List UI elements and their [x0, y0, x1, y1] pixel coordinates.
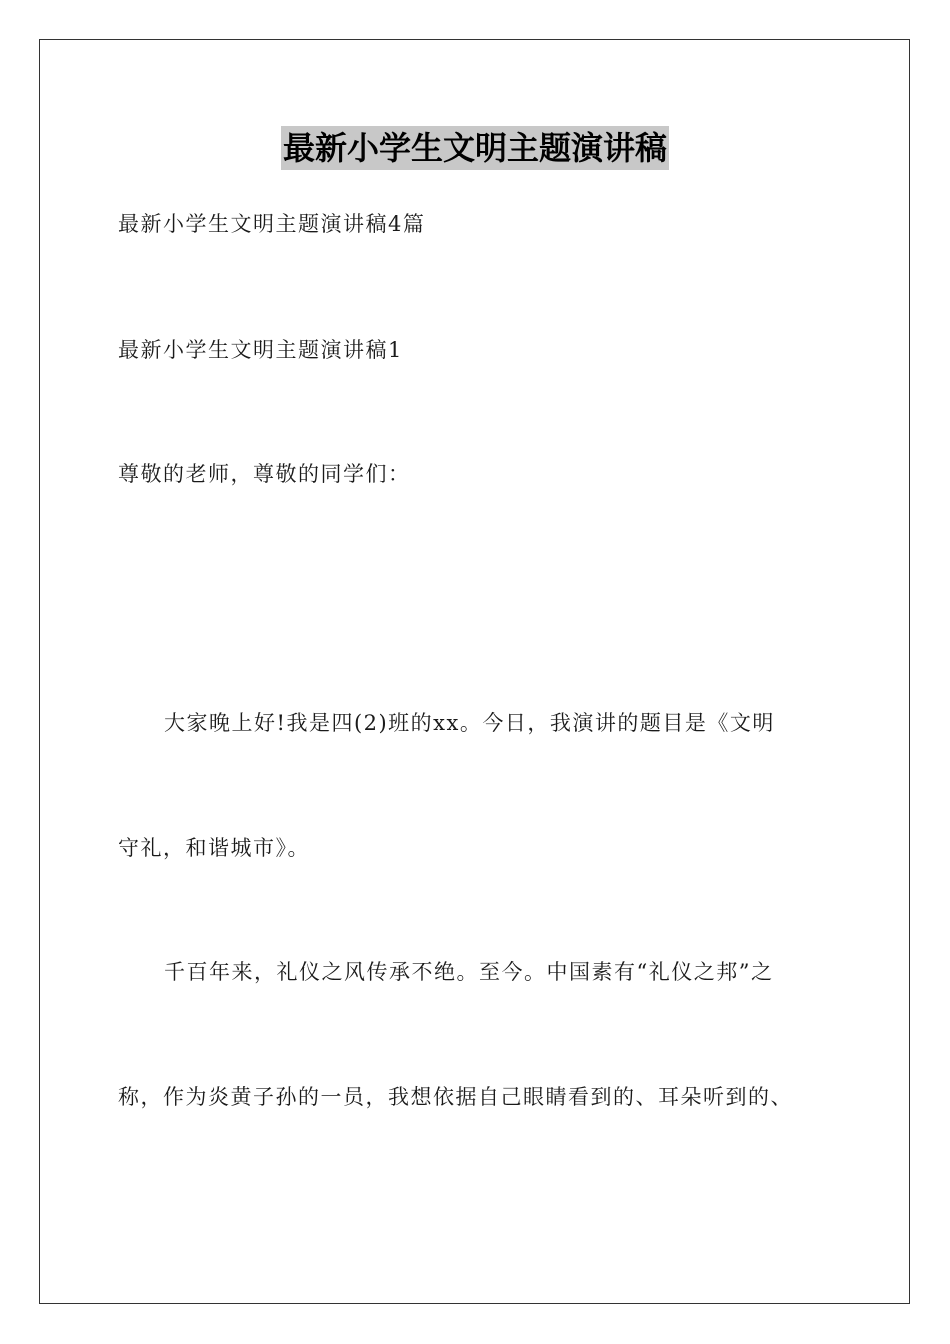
- paragraph-2-line-1: 千百年来，礼仪之风传承不绝。至今。中国素有“礼仪之邦”之: [164, 960, 774, 984]
- section-heading: 最新小学生文明主题演讲稿1: [118, 338, 403, 362]
- title-container: [0, 126, 950, 170]
- paragraph-1-line-1: 大家晚上好!我是四(2)班的xx。今日，我演讲的题目是《文明: [164, 711, 775, 735]
- paragraph-1-line-2: 守礼，和谐城市》。: [118, 836, 310, 860]
- document-subtitle: 最新小学生文明主题演讲稿4篇: [118, 212, 426, 236]
- greeting: 尊敬的老师，尊敬的同学们：: [118, 462, 411, 486]
- document-title: 最新小学生文明主题演讲稿: [281, 126, 669, 170]
- paragraph-2-line-2: 称，作为炎黄子孙的一员，我想依据自己眼睛看到的、耳朵听到的、: [118, 1085, 793, 1109]
